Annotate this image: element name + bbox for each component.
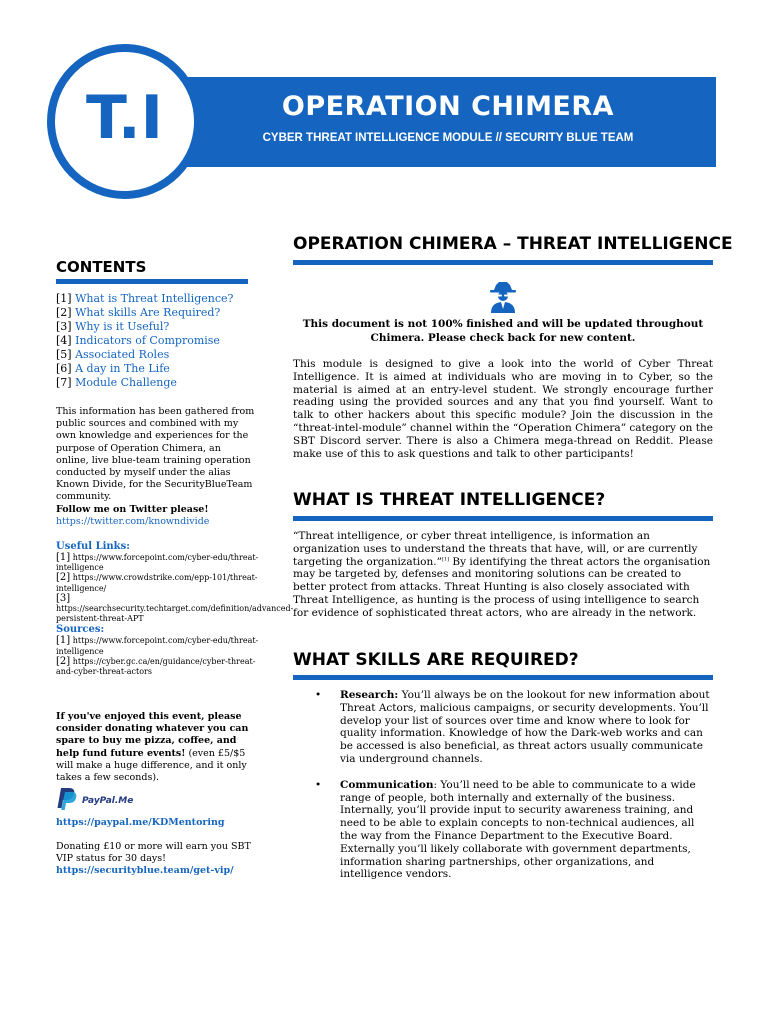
follow-text: Follow me on Twitter please! (56, 503, 209, 515)
logo-text: T.I (86, 83, 163, 153)
document-subtitle: CYBER THREAT INTELLIGENCE MODULE // SECURITY BLUE TEAM (262, 132, 634, 144)
bullet-icon: • (315, 689, 322, 701)
section-title-skills: WHAT SKILLS ARE REQUIRED? (293, 650, 579, 670)
contents-divider (56, 279, 248, 284)
list-item[interactable]: [2] https://cyber.gc.ca/en/guidance/cyber-threat-and-cyber-threat-actors (56, 655, 256, 677)
vip-info: Donating £10 or more will earn you SBT VIP status for 30 days! https://securityblue.team/get-vip/ (56, 841, 251, 877)
ti-definition-paragraph: “Threat intelligence, or cyber threat intelligence, is information an organization uses to understand the threats that have, will, or are currently targeting the organization.”[1] By identifying the threat actors the organisation may be targeted by, defenses and monitoring solutions can be created to better protect from attacks. Threat Hunting is also closely associated with Threat Intelligence, as hunting is the process of using intelligence to search for evidence of sophisticated threat actors, who are already in the network. (293, 530, 711, 619)
toc-link[interactable]: Associated Roles (75, 348, 170, 361)
draft-notice: This document is not 100% finished and will be updated throughout Chimera. Please check back for new content. (302, 318, 704, 344)
toc-link[interactable]: Indicators of Compromise (75, 334, 220, 347)
toc-item[interactable]: [2] What skills Are Required? (56, 306, 221, 319)
toc-item[interactable]: [6] A day in The Life (56, 362, 170, 375)
source-link[interactable]: https://www.forcepoint.com/cyber-edu/threat-intelligence (56, 636, 259, 656)
donation-message: If you've enjoyed this event, please consider donating whatever you can spare to buy me pizza, coffee, and help fund future events! (even £5/$5 will make a huge difference, and it only takes a few seconds). (56, 711, 249, 784)
citation: [1] (441, 556, 450, 563)
toc-link[interactable]: Why is it Useful? (75, 320, 170, 333)
section-divider (293, 516, 713, 521)
toc-item[interactable]: [7] Module Challenge (56, 376, 177, 389)
spy-agent-icon (488, 281, 518, 313)
list-item[interactable]: [1] https://www.forcepoint.com/cyber-edu/threat-intelligence (56, 552, 259, 573)
list-item[interactable]: [2] https://www.crowdstrike.com/epp-101/threat-intelligence/ (56, 572, 258, 593)
vip-link[interactable]: https://securityblue.team/get-vip/ (56, 865, 234, 877)
toc-item[interactable]: [4] Indicators of Compromise (56, 334, 220, 347)
reference-link[interactable]: https://searchsecurity.techtarget.com/definition/advanced-persistent-threat-APT (56, 604, 294, 624)
reference-link[interactable]: https://www.crowdstrike.com/epp-101/threat-intelligence/ (56, 573, 258, 593)
document-title: OPERATION CHIMERA (281, 91, 615, 122)
paypal-logo-text: PayPal.Me (82, 796, 134, 806)
list-item (293, 779, 713, 881)
toc-item[interactable]: [3] Why is it Useful? (56, 320, 170, 333)
toc-item[interactable]: [5] Associated Roles (56, 348, 170, 361)
skill-text: : You’ll need to be able to communicate to a wide range of people, both internally and externally of the business. Internally, you’ll provide input to security awareness training, and need to be able to explain concepts to non-technical audiences, all the way from the Finance Department to the Executive Board. Externally you’ll likely collaborate with government departments, information sharing partnerships, other organizations, and intelligence vendors. (340, 778, 696, 881)
list-item[interactable]: [1] https://www.forcepoint.com/cyber-edu/threat-intelligence (56, 635, 259, 656)
toc-link[interactable]: What skills Are Required? (75, 306, 221, 319)
info-text: This information has been gathered from public sources and combined with my own knowledge and experiences for the purpose of Operation Chimera, an online, live blue-team training operation conducted by myself under the alias Known Divide, for the SecurityBlueTeam community. (56, 406, 255, 503)
toc-link[interactable]: What is Threat Intelligence? (75, 292, 234, 305)
toc-link[interactable]: A day in The Life (75, 362, 170, 375)
skill-label: Research: (340, 689, 399, 701)
useful-links-heading: Useful Links: (56, 541, 130, 552)
author-info (56, 406, 256, 528)
section-divider (293, 260, 713, 265)
sources-heading: Sources: (56, 624, 105, 636)
useful-links (56, 541, 294, 677)
skill-text: You’ll always be on the lookout for new information about Threat Actors, malicious campaigns, or security developments. You’ll develop your list of sources over time and know where to look for quality information. Knowledge of how the Dark-web works and can be accessed is also beneficial, as threat actors usually communicate via underground channels. (340, 689, 710, 765)
section-divider (293, 675, 713, 680)
intro-paragraph: This module is designed to give a look into the world of Cyber Threat Intelligence. It is aimed at individuals who are moving in to Cyber, so the material is aimed at an entry-level student. We strongly encourage further reading using the provided sources and any that you find yourself. Want to talk to other hackers about this specific module? Join the discussion in the “threat-intel-module” channel within the “Operation Chimera” category on the SBT Discord server. There is also a Chimera mega-thread on Reddit. Please make use of this to ask questions and talk to other participants! (293, 358, 713, 460)
toc-link[interactable]: Module Challenge (75, 376, 177, 389)
paypal-link[interactable]: https://paypal.me/KDMentoring (56, 817, 225, 828)
paypal-logo[interactable] (58, 786, 134, 814)
skills-list (293, 689, 713, 894)
list-item (293, 689, 713, 766)
bullet-icon: • (315, 778, 322, 791)
twitter-link[interactable]: https://twitter.com/knowndivide (56, 515, 210, 527)
section-title-overview: OPERATION CHIMERA – THREAT INTELLIGENCE (293, 234, 733, 254)
table-of-contents (56, 292, 233, 390)
skill-label: Communication (340, 778, 434, 791)
contents-heading: CONTENTS (56, 258, 147, 276)
source-link[interactable]: https://cyber.gc.ca/en/guidance/cyber-threat-and-cyber-threat-actors (56, 656, 256, 677)
section-title-what-is-ti: WHAT IS THREAT INTELLIGENCE? (293, 490, 606, 510)
list-item[interactable]: [3] https://searchsecurity.techtarget.com/definition/advanced-persistent-threat-APT (56, 592, 294, 624)
toc-item[interactable]: [1] What is Threat Intelligence? (56, 292, 234, 305)
reference-link[interactable]: https://www.forcepoint.com/cyber-edu/threat-intelligence (56, 553, 259, 573)
